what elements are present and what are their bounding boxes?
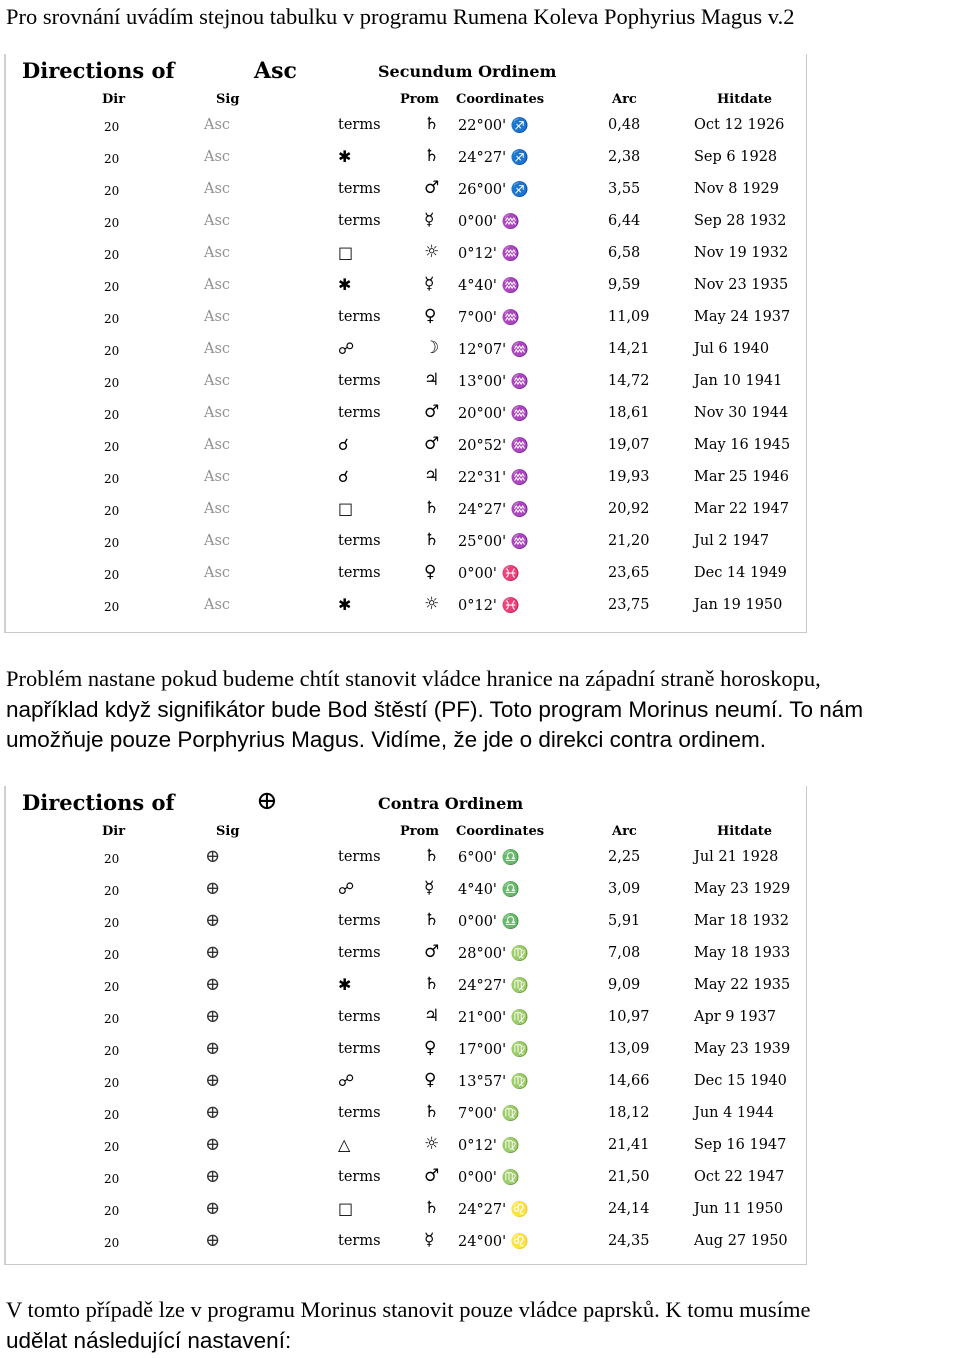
cell-hitdate: Apr 9 1937 — [694, 1009, 777, 1025]
cell-coordinates: 24°27' ♐ — [458, 150, 529, 166]
cell-sig: Asc — [204, 309, 231, 325]
cell-relation: terms — [338, 181, 381, 197]
directions-table-pf — [4, 786, 807, 1265]
cell-dir: 20 — [104, 216, 120, 230]
cell-coordinates: 24°00' ♌ — [458, 1234, 529, 1250]
cell-hitdate: May 18 1933 — [694, 945, 791, 961]
cell-hitdate: May 23 1929 — [694, 881, 791, 897]
cell-promissor: ☼ — [424, 242, 440, 262]
table-order: Secundum Ordinem — [378, 62, 557, 81]
cell-hitdate: Jul 21 1928 — [694, 849, 779, 865]
cell-relation: terms — [338, 1009, 381, 1025]
cell-hitdate: Sep 16 1947 — [694, 1137, 787, 1153]
cell-sig: ⊕ — [205, 942, 221, 963]
cell-promissor: ☽ — [424, 338, 440, 358]
cell-arc: 23,75 — [608, 597, 650, 613]
cell-promissor: ♀ — [424, 562, 437, 582]
cell-dir: 20 — [104, 120, 120, 134]
cell-arc: 18,61 — [608, 405, 650, 421]
header-sig: Sig — [216, 92, 240, 107]
cell-hitdate: Sep 28 1932 — [694, 213, 787, 229]
cell-coordinates: 4°40' ♒ — [458, 278, 520, 294]
cell-arc: 0,48 — [608, 117, 641, 133]
table-row — [4, 1068, 806, 1100]
cell-coordinates: 7°00' ♍ — [458, 1106, 520, 1122]
table-title: Directions of — [22, 58, 175, 83]
cell-relation: terms — [338, 913, 381, 929]
table-row — [4, 240, 806, 272]
final-line-1: V tomto případě lze v programu Morinus stanovit pouze vládce paprsků. K tomu musíme — [6, 1297, 811, 1322]
cell-hitdate: Nov 23 1935 — [694, 277, 789, 293]
cell-sig: ⊕ — [205, 1070, 221, 1091]
cell-coordinates: 0°00' ♓ — [458, 566, 520, 582]
cell-relation: ✱ — [338, 975, 352, 994]
header-coordinates: Coordinates — [456, 824, 545, 839]
cell-hitdate: Nov 30 1944 — [694, 405, 789, 421]
cell-relation: △ — [338, 1135, 351, 1154]
cell-relation: terms — [338, 1105, 381, 1121]
cell-arc: 9,59 — [608, 277, 641, 293]
cell-arc: 10,97 — [608, 1009, 650, 1025]
cell-promissor: ♂ — [424, 1166, 440, 1186]
cell-arc: 21,50 — [608, 1169, 650, 1185]
cell-coordinates: 21°00' ♍ — [458, 1010, 529, 1026]
cell-arc: 5,91 — [608, 913, 641, 929]
cell-relation: ✱ — [338, 595, 352, 614]
cell-relation: □ — [338, 243, 354, 262]
cell-dir: 20 — [104, 916, 120, 930]
cell-dir: 20 — [104, 1012, 120, 1026]
cell-sig: Asc — [204, 469, 231, 485]
cell-relation: ☍ — [338, 339, 355, 358]
cell-arc: 21,41 — [608, 1137, 650, 1153]
cell-sig: ⊕ — [205, 1198, 221, 1219]
header-coordinates: Coordinates — [456, 92, 545, 107]
table-row — [4, 272, 806, 304]
cell-dir: 20 — [104, 1108, 120, 1122]
header-arc: Arc — [612, 92, 637, 107]
header-dir: Dir — [102, 824, 126, 839]
cell-coordinates: 24°27' ♒ — [458, 502, 529, 518]
cell-coordinates: 0°00' ♒ — [458, 214, 520, 230]
cell-dir: 20 — [104, 1172, 120, 1186]
cell-hitdate: Dec 14 1949 — [694, 565, 787, 581]
cell-relation: terms — [338, 405, 381, 421]
cell-dir: 20 — [104, 600, 120, 614]
cell-relation: ☌ — [338, 435, 349, 454]
cell-dir: 20 — [104, 376, 120, 390]
cell-promissor: ♄ — [424, 846, 440, 866]
cell-coordinates: 20°52' ♒ — [458, 438, 529, 454]
header-hitdate: Hitdate — [717, 824, 773, 839]
cell-dir: 20 — [104, 568, 120, 582]
cell-promissor: ♃ — [424, 1006, 440, 1026]
table-row — [4, 528, 806, 560]
cell-promissor: ♃ — [424, 370, 440, 390]
table-row — [4, 592, 806, 624]
cell-arc: 6,44 — [608, 213, 641, 229]
cell-dir: 20 — [104, 312, 120, 326]
cell-sig: ⊕ — [205, 1166, 221, 1187]
cell-arc: 13,09 — [608, 1041, 650, 1057]
cell-arc: 19,07 — [608, 437, 650, 453]
table-row — [4, 368, 806, 400]
table-row — [4, 844, 806, 876]
table-row — [4, 464, 806, 496]
cell-sig: Asc — [204, 213, 231, 229]
cell-hitdate: Mar 25 1946 — [694, 469, 789, 485]
cell-sig: Asc — [204, 597, 231, 613]
cell-relation: □ — [338, 1199, 354, 1218]
cell-coordinates: 12°07' ♒ — [458, 342, 529, 358]
intro-paragraph: Pro srovnání uvádím stejnou tabulku v programu Rumena Koleva Pophyrius Magus v.2 — [6, 4, 795, 29]
cell-sig: Asc — [204, 245, 231, 261]
cell-relation: terms — [338, 565, 381, 581]
cell-coordinates: 22°00' ♐ — [458, 118, 529, 134]
cell-relation: ☌ — [338, 467, 349, 486]
cell-arc: 14,66 — [608, 1073, 650, 1089]
cell-coordinates: 22°31' ♒ — [458, 470, 529, 486]
cell-dir: 20 — [104, 408, 120, 422]
cell-hitdate: Jul 2 1947 — [694, 533, 770, 549]
cell-sig: ⊕ — [205, 1038, 221, 1059]
cell-arc: 24,35 — [608, 1233, 650, 1249]
cell-arc: 19,93 — [608, 469, 650, 485]
cell-dir: 20 — [104, 472, 120, 486]
table-row — [4, 908, 806, 940]
cell-promissor: ♄ — [424, 1102, 440, 1122]
table-row — [4, 336, 806, 368]
header-arc: Arc — [612, 824, 637, 839]
cell-sig: ⊕ — [205, 910, 221, 931]
cell-relation: ✱ — [338, 275, 352, 294]
cell-sig: ⊕ — [205, 1102, 221, 1123]
cell-sig: ⊕ — [205, 1230, 221, 1251]
cell-relation: terms — [338, 309, 381, 325]
cell-hitdate: Nov 19 1932 — [694, 245, 789, 261]
cell-relation: terms — [338, 533, 381, 549]
cell-arc: 2,25 — [608, 849, 641, 865]
cell-hitdate: Dec 15 1940 — [694, 1073, 787, 1089]
cell-dir: 20 — [104, 152, 120, 166]
cell-sig: Asc — [204, 533, 231, 549]
table-row — [4, 940, 806, 972]
cell-sig: Asc — [204, 181, 231, 197]
cell-relation: ✱ — [338, 147, 352, 166]
table-significator: Asc — [254, 58, 297, 84]
cell-sig: Asc — [204, 149, 231, 165]
cell-dir: 20 — [104, 1044, 120, 1058]
cell-hitdate: Sep 6 1928 — [694, 149, 778, 165]
table-row — [4, 1100, 806, 1132]
cell-arc: 3,55 — [608, 181, 641, 197]
table-row — [4, 432, 806, 464]
cell-arc: 21,20 — [608, 533, 650, 549]
cell-hitdate: Nov 8 1929 — [694, 181, 779, 197]
table-rows — [4, 112, 806, 624]
final-paragraph — [6, 1295, 958, 1356]
cell-relation: terms — [338, 373, 381, 389]
cell-relation: □ — [338, 499, 354, 518]
table-row — [4, 304, 806, 336]
cell-sig: ⊕ — [205, 846, 221, 867]
cell-sig: ⊕ — [205, 974, 221, 995]
cell-coordinates: 25°00' ♒ — [458, 534, 529, 550]
table-row — [4, 972, 806, 1004]
cell-dir: 20 — [104, 884, 120, 898]
cell-coordinates: 0°12' ♓ — [458, 598, 520, 614]
cell-arc: 14,72 — [608, 373, 650, 389]
header-hitdate: Hitdate — [717, 92, 773, 107]
cell-promissor: ♂ — [424, 434, 440, 454]
cell-promissor: ☿ — [424, 878, 435, 898]
directions-table-asc — [4, 54, 807, 633]
cell-hitdate: Oct 12 1926 — [694, 117, 785, 133]
cell-sig: ⊕ — [205, 878, 221, 899]
header-prom: Prom — [400, 824, 440, 839]
cell-promissor: ♂ — [424, 178, 440, 198]
cell-relation: ☍ — [338, 1071, 355, 1090]
cell-promissor: ♀ — [424, 306, 437, 326]
cell-hitdate: Oct 22 1947 — [694, 1169, 785, 1185]
cell-sig: Asc — [204, 117, 231, 133]
cell-coordinates: 24°27' ♌ — [458, 1202, 529, 1218]
cell-arc: 11,09 — [608, 309, 650, 325]
cell-promissor: ♄ — [424, 974, 440, 994]
cell-coordinates: 6°00' ♎ — [458, 850, 520, 866]
cell-arc: 18,12 — [608, 1105, 650, 1121]
cell-dir: 20 — [104, 536, 120, 550]
cell-dir: 20 — [104, 440, 120, 454]
cell-hitdate: Aug 27 1950 — [694, 1233, 788, 1249]
cell-hitdate: May 24 1937 — [694, 309, 791, 325]
table-row — [4, 560, 806, 592]
cell-relation: terms — [338, 945, 381, 961]
cell-relation: terms — [338, 213, 381, 229]
problem-line-1: Problém nastane pokud budeme chtít stanovit vládce hranice na západní straně horoskopu, — [6, 666, 821, 691]
header-dir: Dir — [102, 92, 126, 107]
table-row — [4, 1164, 806, 1196]
cell-sig: ⊕ — [205, 1134, 221, 1155]
cell-promissor: ♃ — [424, 466, 440, 486]
cell-arc: 23,65 — [608, 565, 650, 581]
problem-line-2: například když signifikátor bude Bod štěstí (PF). Toto program Morinus neumí. To nám umožňuje pouze Porphyrius Magus. Vidíme, že jde o direkci contra ordinem. — [6, 696, 864, 752]
cell-coordinates: 0°00' ♍ — [458, 1170, 520, 1186]
cell-coordinates: 13°00' ♒ — [458, 374, 529, 390]
table-row — [4, 1228, 806, 1260]
cell-promissor: ♄ — [424, 146, 440, 166]
cell-arc: 24,14 — [608, 1201, 650, 1217]
cell-hitdate: May 23 1939 — [694, 1041, 791, 1057]
cell-sig: Asc — [204, 437, 231, 453]
cell-dir: 20 — [104, 184, 120, 198]
cell-promissor: ♂ — [424, 942, 440, 962]
cell-arc: 9,09 — [608, 977, 641, 993]
cell-promissor: ♄ — [424, 1198, 440, 1218]
cell-dir: 20 — [104, 852, 120, 866]
table-row — [4, 400, 806, 432]
table-row — [4, 144, 806, 176]
cell-dir: 20 — [104, 1140, 120, 1154]
cell-sig: Asc — [204, 277, 231, 293]
cell-promissor: ♄ — [424, 498, 440, 518]
cell-hitdate: Mar 22 1947 — [694, 501, 789, 517]
cell-coordinates: 20°00' ♒ — [458, 406, 529, 422]
cell-dir: 20 — [104, 948, 120, 962]
cell-coordinates: 0°12' ♍ — [458, 1138, 520, 1154]
cell-promissor: ♀ — [424, 1038, 437, 1058]
cell-coordinates: 13°57' ♍ — [458, 1074, 529, 1090]
cell-promissor: ♄ — [424, 114, 440, 134]
cell-coordinates: 4°40' ♎ — [458, 882, 520, 898]
cell-sig: ⊕ — [205, 1006, 221, 1027]
cell-coordinates: 28°00' ♍ — [458, 946, 529, 962]
cell-relation: ☍ — [338, 879, 355, 898]
cell-relation: terms — [338, 1041, 381, 1057]
cell-promissor: ☿ — [424, 210, 435, 230]
table-row — [4, 1196, 806, 1228]
final-line-2: udělat následující nastavení: — [6, 1327, 292, 1353]
header-prom: Prom — [400, 92, 440, 107]
cell-promissor: ☼ — [424, 1134, 440, 1154]
cell-sig: Asc — [204, 341, 231, 357]
cell-sig: Asc — [204, 373, 231, 389]
table-row — [4, 208, 806, 240]
cell-arc: 2,38 — [608, 149, 641, 165]
cell-hitdate: Jun 11 1950 — [694, 1201, 784, 1217]
cell-relation: terms — [338, 1233, 381, 1249]
cell-dir: 20 — [104, 280, 120, 294]
cell-relation: terms — [338, 1169, 381, 1185]
cell-arc: 7,08 — [608, 945, 641, 961]
table-row — [4, 1036, 806, 1068]
cell-coordinates: 17°00' ♍ — [458, 1042, 529, 1058]
table-row — [4, 176, 806, 208]
cell-sig: Asc — [204, 501, 231, 517]
cell-coordinates: 26°00' ♐ — [458, 182, 529, 198]
cell-arc: 20,92 — [608, 501, 650, 517]
cell-promissor: ☿ — [424, 1230, 435, 1250]
cell-dir: 20 — [104, 504, 120, 518]
table-row — [4, 1132, 806, 1164]
cell-promissor: ♀ — [424, 1070, 437, 1090]
table-order: Contra Ordinem — [378, 794, 524, 813]
cell-arc: 3,09 — [608, 881, 641, 897]
cell-sig: Asc — [204, 565, 231, 581]
cell-sig: Asc — [204, 405, 231, 421]
cell-coordinates: 7°00' ♒ — [458, 310, 520, 326]
table-row — [4, 1004, 806, 1036]
cell-arc: 6,58 — [608, 245, 641, 261]
cell-hitdate: May 22 1935 — [694, 977, 791, 993]
cell-dir: 20 — [104, 1236, 120, 1250]
header-sig: Sig — [216, 824, 240, 839]
cell-promissor: ☼ — [424, 594, 440, 614]
cell-coordinates: 0°12' ♒ — [458, 246, 520, 262]
cell-promissor: ♂ — [424, 402, 440, 422]
problem-paragraph — [6, 664, 958, 756]
cell-relation: terms — [338, 117, 381, 133]
cell-hitdate: May 16 1945 — [694, 437, 791, 453]
part-of-fortune-icon: ⊕ — [256, 786, 278, 816]
table-row — [4, 496, 806, 528]
cell-hitdate: Jul 6 1940 — [694, 341, 770, 357]
cell-dir: 20 — [104, 1076, 120, 1090]
cell-dir: 20 — [104, 248, 120, 262]
cell-relation: terms — [338, 849, 381, 865]
cell-hitdate: Jan 10 1941 — [694, 373, 783, 389]
cell-dir: 20 — [104, 980, 120, 994]
cell-dir: 20 — [104, 1204, 120, 1218]
cell-arc: 14,21 — [608, 341, 650, 357]
cell-hitdate: Jun 4 1944 — [694, 1105, 774, 1121]
cell-coordinates: 24°27' ♍ — [458, 978, 529, 994]
cell-promissor: ♄ — [424, 530, 440, 550]
cell-hitdate: Mar 18 1932 — [694, 913, 789, 929]
cell-promissor: ♄ — [424, 910, 440, 930]
table-row — [4, 876, 806, 908]
cell-hitdate: Jan 19 1950 — [694, 597, 783, 613]
cell-coordinates: 0°00' ♎ — [458, 914, 520, 930]
table-rows — [4, 844, 806, 1260]
cell-promissor: ☿ — [424, 274, 435, 294]
table-row — [4, 112, 806, 144]
cell-dir: 20 — [104, 344, 120, 358]
table-title: Directions of — [22, 790, 175, 815]
